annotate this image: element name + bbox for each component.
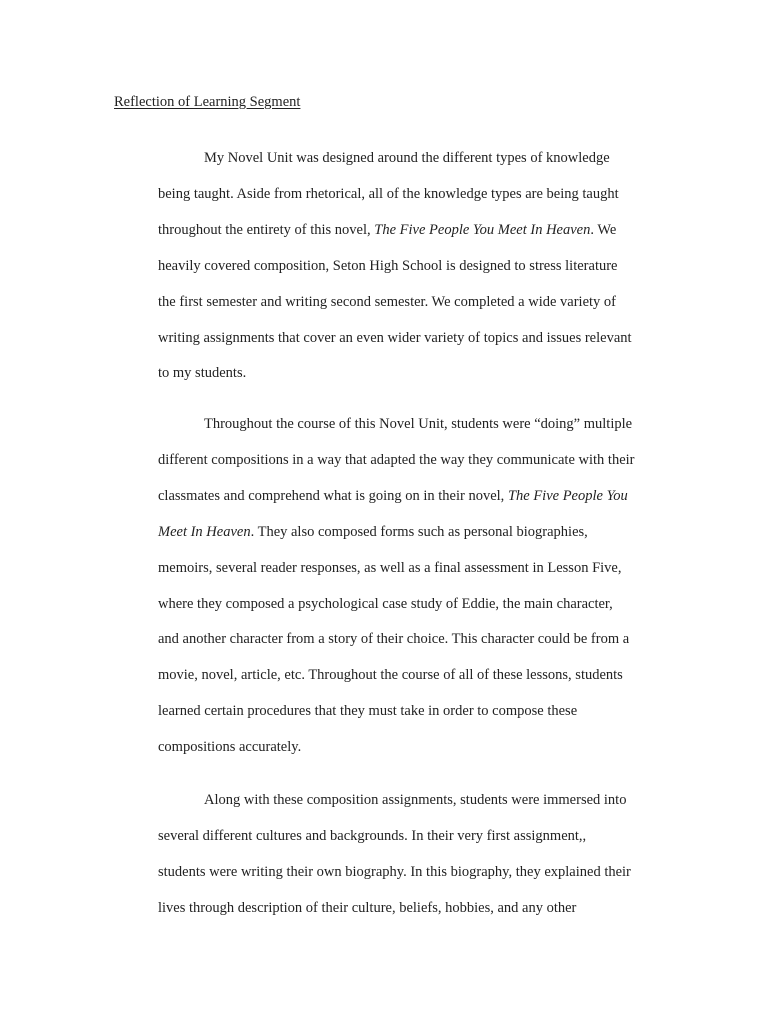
text-segment: where they composed a psychological case study of Eddie, the main character, xyxy=(158,596,613,612)
text-line xyxy=(158,220,616,240)
italic-text: The Five People You xyxy=(507,488,628,504)
text-segment: classmates and comprehend what is going on in their novel, xyxy=(158,488,508,504)
text-segment: heavily covered composition, Seton High School is designed to stress literature xyxy=(158,258,618,274)
text-segment: being taught. Aside from rhetorical, all of the knowledge types are being taught xyxy=(158,186,619,202)
text-segment: Along with these composition assignments, students were immersed into xyxy=(204,792,627,808)
text-line xyxy=(158,558,621,578)
text-segment: lives through description of their culture, beliefs, hobbies, and any other xyxy=(158,900,577,916)
text-segment: compositions accurately. xyxy=(158,739,302,755)
text-segment: different compositions in a way that adapted the way they communicate with their xyxy=(158,452,635,468)
text-segment: . We xyxy=(590,222,617,238)
text-segment: several different cultures and backgrounds. In their very first assignment,, xyxy=(158,828,587,844)
italic-text: The Five People You Meet In Heaven xyxy=(374,222,591,238)
text-segment: students were writing their own biography. In this biography, they explained their xyxy=(158,864,631,880)
text-segment: My Novel Unit was designed around the different types of knowledge xyxy=(204,150,610,166)
text-segment: memoirs, several reader responses, as well as a final assessment in Lesson Five, xyxy=(158,560,622,576)
text-segment: and another character from a story of their choice. This character could be from a xyxy=(158,631,630,647)
text-line xyxy=(158,629,629,649)
text-segment: movie, novel, article, etc. Throughout the course of all of these lessons, students xyxy=(158,667,623,683)
text-line xyxy=(158,826,586,846)
text-line xyxy=(158,737,301,757)
text-segment: Throughout the course of this Novel Unit, students were “doing” multiple xyxy=(204,416,633,432)
text-line xyxy=(158,184,619,204)
page-title: Reflection of Learning Segment xyxy=(114,94,301,110)
text-segment: the first semester and writing second semester. We completed a wide variety of xyxy=(158,294,616,310)
text-line xyxy=(158,292,616,312)
text-line xyxy=(158,862,631,882)
text-line xyxy=(204,414,632,434)
text-line xyxy=(158,665,623,685)
text-line xyxy=(158,256,617,276)
text-line xyxy=(204,148,610,168)
text-line xyxy=(158,486,628,506)
text-segment: . They also composed forms such as personal biographies, xyxy=(250,524,588,540)
text-line xyxy=(158,701,577,721)
text-line xyxy=(158,522,588,542)
text-line xyxy=(158,328,632,348)
text-line xyxy=(158,594,613,614)
text-line xyxy=(158,450,634,470)
text-line xyxy=(158,363,246,383)
text-line xyxy=(204,790,626,810)
text-segment: to my students. xyxy=(158,365,247,381)
text-segment: throughout the entirety of this novel, xyxy=(158,222,375,238)
italic-text: Meet In Heaven xyxy=(158,524,251,540)
text-segment: learned certain procedures that they must take in order to compose these xyxy=(158,703,578,719)
text-segment: writing assignments that cover an even wider variety of topics and issues relevant xyxy=(158,330,632,346)
text-line xyxy=(158,898,576,918)
